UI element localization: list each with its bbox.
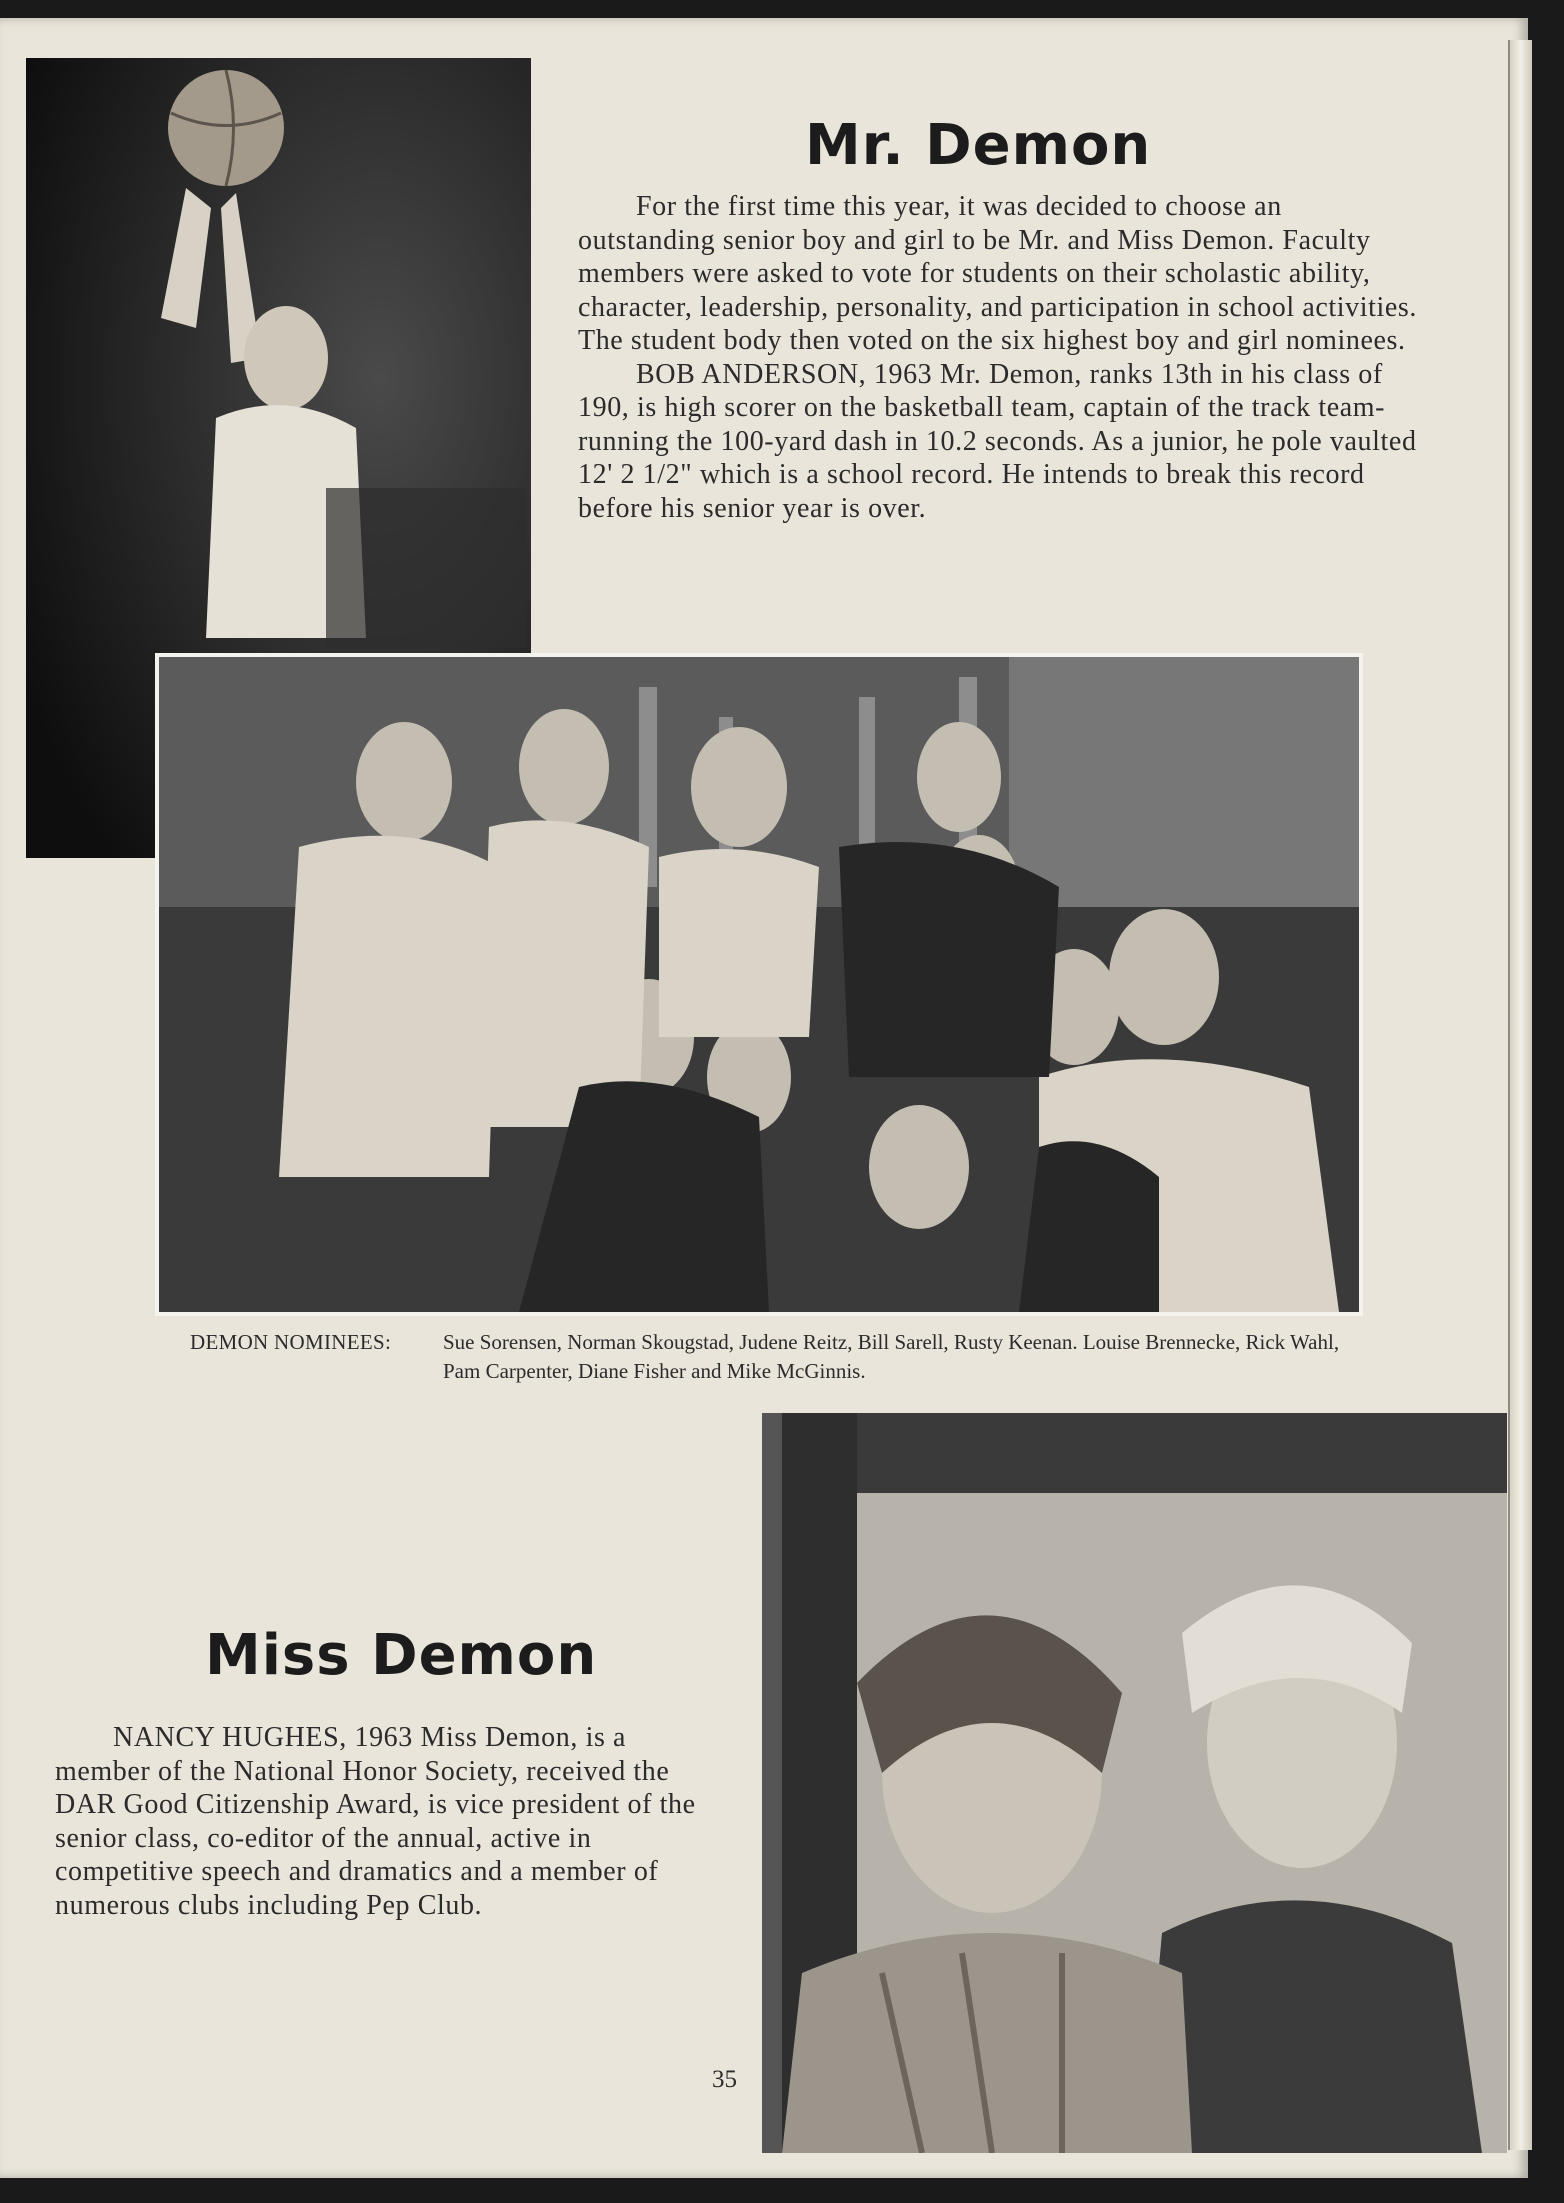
miss-demon-heading: Miss Demon: [205, 1623, 598, 1688]
nominees-caption-label: DEMON NOMINEES:: [190, 1330, 392, 1354]
page-number: 35: [712, 2066, 737, 2093]
miss-demon-article: [55, 1721, 715, 1922]
page-edge: [1508, 40, 1532, 2150]
demon-nominees-photo: [155, 653, 1363, 1316]
mr-demon-paragraph-intro: For the first time this year, it was decided to choose an outstanding senior boy and girl to be Mr. and Miss Demon. Faculty members were asked to vote for students on their scholastic ability, character, leadership, personality, and participation in school activities. The student body then voted on the six highest boy and girl nominees.: [578, 191, 1417, 356]
miss-demon-portrait-photo: [762, 1413, 1507, 2153]
nominees-caption-names: Sue Sorensen, Norman Skougstad, Judene Reitz, Bill Sarell, Rusty Keenan. Louise Brennecke, Rick Wahl, Pam Carpenter, Diane Fisher and Mike McGinnis.: [443, 1330, 1340, 1383]
yearbook-page: [0, 18, 1528, 2178]
mr-demon-paragraph-bio: BOB ANDERSON, 1963 Mr. Demon, ranks 13th in his class of 190, is high scorer on the basketball team, captain of the track team-running the 100-yard dash in 10.2 seconds. As a junior, he pole vaulted 12' 2 1/2" which is a school record. He intends to break this record before his senior year is over.: [578, 358, 1417, 524]
mr-demon-article: [578, 190, 1418, 525]
miss-demon-paragraph-bio: NANCY HUGHES, 1963 Miss Demon, is a member of the National Honor Society, received the DAR Good Citizenship Award, is vice president of the senior class, co-editor of the annual, active in competitive speech and dramatics and a member of numerous clubs including Pep Club.: [55, 1722, 696, 1921]
nominees-caption: [190, 1328, 1340, 1386]
mr-demon-heading: Mr. Demon: [805, 113, 1152, 178]
